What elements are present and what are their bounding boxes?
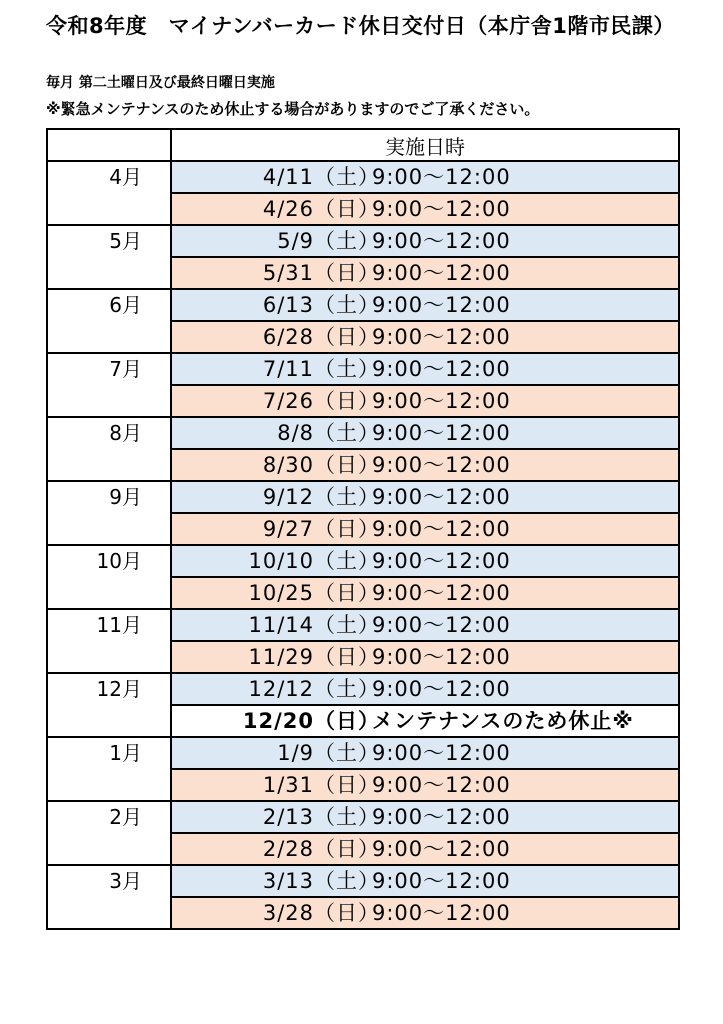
date-text: 9/27 — [262, 517, 314, 541]
time-text: 9:00～12:00 — [372, 773, 511, 797]
time-text: 9:00～12:00 — [372, 517, 511, 541]
date-cell — [171, 257, 679, 289]
time-text: 9:00～12:00 — [372, 229, 511, 253]
weekday-text: （日） — [314, 645, 380, 669]
time-text: 9:00～12:00 — [372, 837, 511, 861]
date-text: 10/10 — [248, 549, 314, 573]
date-cell — [171, 161, 679, 193]
weekday-text: （土） — [314, 165, 380, 189]
weekday-text: （日） — [314, 773, 380, 797]
date-text: 2/13 — [262, 805, 314, 829]
schedule-table — [46, 128, 680, 930]
table-row — [47, 737, 679, 769]
date-cell — [171, 737, 679, 769]
date-cell — [171, 417, 679, 449]
date-text: 11/29 — [248, 645, 314, 669]
date-cell — [171, 897, 679, 929]
weekday-text: （日） — [314, 389, 380, 413]
date-text: 3/13 — [262, 869, 314, 893]
month-cell: 10月 — [47, 545, 171, 609]
date-cell — [171, 385, 679, 417]
time-text: 9:00～12:00 — [372, 357, 511, 381]
month-cell: 1月 — [47, 737, 171, 801]
date-text: 11/14 — [248, 613, 314, 637]
date-cell — [171, 865, 679, 897]
date-text: 12/12 — [248, 677, 314, 701]
table-row — [47, 673, 679, 705]
date-text: 5/9 — [277, 229, 314, 253]
time-text: 9:00～12:00 — [372, 869, 511, 893]
time-text: 9:00～12:00 — [372, 325, 511, 349]
weekday-text: （土） — [314, 869, 380, 893]
weekday-text: （日） — [314, 517, 380, 541]
maintenance-note: ※緊急メンテナンスのため休止する場合がありますのでご了承ください。 — [46, 100, 540, 118]
month-cell: 3月 — [47, 865, 171, 929]
date-cell — [171, 481, 679, 513]
date-cell — [171, 513, 679, 545]
table-row — [47, 481, 679, 513]
weekday-text: （土） — [314, 485, 380, 509]
weekday-text: （日） — [314, 709, 380, 733]
table-row — [47, 609, 679, 641]
date-text: 9/12 — [262, 485, 314, 509]
header-blank-cell — [47, 129, 171, 161]
month-cell: 5月 — [47, 225, 171, 289]
date-cell — [171, 769, 679, 801]
table-row — [47, 417, 679, 449]
time-text: 9:00～12:00 — [372, 421, 511, 445]
weekday-text: （土） — [314, 293, 380, 317]
time-text: 9:00～12:00 — [372, 901, 511, 925]
month-cell: 2月 — [47, 801, 171, 865]
weekday-text: （日） — [314, 837, 380, 861]
table-row — [47, 161, 679, 193]
date-cell — [171, 225, 679, 257]
weekday-text: （土） — [314, 677, 380, 701]
date-cell — [171, 673, 679, 705]
time-text: 9:00～12:00 — [372, 805, 511, 829]
date-cell — [171, 833, 679, 865]
date-cell — [171, 449, 679, 481]
date-text: 1/31 — [262, 773, 314, 797]
page-title: 令和8年度 マイナンバーカード休日交付日（本庁舎1階市民課） — [46, 14, 675, 38]
weekday-text: （土） — [314, 229, 380, 253]
date-text: 8/8 — [277, 421, 314, 445]
weekday-text: （土） — [314, 549, 380, 573]
time-text: 9:00～12:00 — [372, 741, 511, 765]
time-text: 9:00～12:00 — [372, 677, 511, 701]
time-text: 9:00～12:00 — [372, 581, 511, 605]
date-text: 12/20 — [242, 709, 314, 733]
date-cell — [171, 641, 679, 673]
date-text: 7/11 — [262, 357, 314, 381]
date-text: 6/13 — [262, 293, 314, 317]
weekday-text: （土） — [314, 357, 380, 381]
date-text: 10/25 — [248, 581, 314, 605]
time-text: 9:00～12:00 — [372, 197, 511, 221]
time-text: 9:00～12:00 — [372, 293, 511, 317]
date-cell — [171, 577, 679, 609]
date-text: 1/9 — [277, 741, 314, 765]
table-row — [47, 289, 679, 321]
table-row — [47, 545, 679, 577]
header-datetime-cell: 実施日時 — [171, 129, 679, 161]
weekday-text: （日） — [314, 261, 380, 285]
time-text: 9:00～12:00 — [372, 165, 511, 189]
weekday-text: （土） — [314, 805, 380, 829]
date-text: 2/28 — [262, 837, 314, 861]
time-text: 9:00～12:00 — [372, 485, 511, 509]
date-cell — [171, 801, 679, 833]
date-text: 5/31 — [262, 261, 314, 285]
date-cell — [171, 545, 679, 577]
date-text: 6/28 — [262, 325, 314, 349]
month-cell: 9月 — [47, 481, 171, 545]
date-text: 4/26 — [262, 197, 314, 221]
maintenance-date-cell — [171, 705, 679, 737]
date-cell — [171, 353, 679, 385]
weekday-text: （土） — [314, 613, 380, 637]
weekday-text: （日） — [314, 901, 380, 925]
table-row — [47, 865, 679, 897]
weekday-text: （日） — [314, 325, 380, 349]
time-text: メンテナンスのため休止※ — [372, 709, 634, 733]
weekday-text: （土） — [314, 421, 380, 445]
date-text: 4/11 — [262, 165, 314, 189]
date-cell — [171, 289, 679, 321]
time-text: 9:00～12:00 — [372, 453, 511, 477]
weekday-text: （日） — [314, 197, 380, 221]
time-text: 9:00～12:00 — [372, 645, 511, 669]
table-row — [47, 225, 679, 257]
time-text: 9:00～12:00 — [372, 549, 511, 573]
date-text: 3/28 — [262, 901, 314, 925]
date-text: 7/26 — [262, 389, 314, 413]
time-text: 9:00～12:00 — [372, 389, 511, 413]
weekday-text: （日） — [314, 581, 380, 605]
month-cell: 11月 — [47, 609, 171, 673]
weekday-text: （土） — [314, 741, 380, 765]
table-row — [47, 353, 679, 385]
schedule-note: 毎月 第二土曜日及び最終日曜日実施 — [46, 75, 275, 91]
month-cell: 7月 — [47, 353, 171, 417]
date-cell — [171, 609, 679, 641]
month-cell: 4月 — [47, 161, 171, 225]
table-row — [47, 801, 679, 833]
date-text: 8/30 — [262, 453, 314, 477]
date-cell — [171, 193, 679, 225]
month-cell: 8月 — [47, 417, 171, 481]
time-text: 9:00～12:00 — [372, 613, 511, 637]
month-cell: 6月 — [47, 289, 171, 353]
weekday-text: （日） — [314, 453, 380, 477]
time-text: 9:00～12:00 — [372, 261, 511, 285]
date-cell — [171, 321, 679, 353]
table-header-row — [47, 129, 679, 161]
schedule-body — [47, 161, 679, 929]
month-cell: 12月 — [47, 673, 171, 737]
